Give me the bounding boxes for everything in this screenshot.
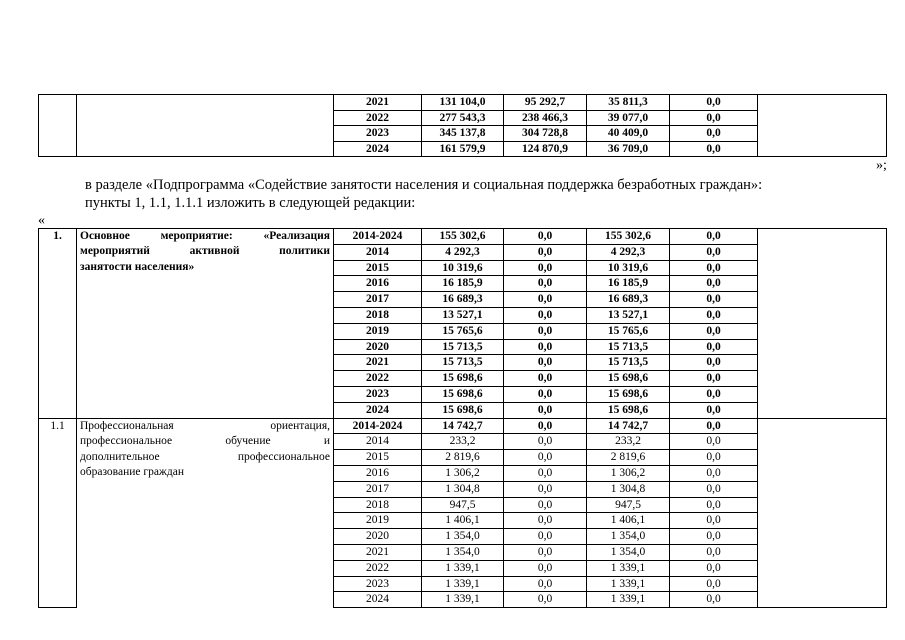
continued-funding-table	[38, 94, 887, 157]
total-cell: 14 742,7	[422, 418, 504, 434]
amount-cell: 0,0	[670, 434, 758, 450]
amount-cell: 10 319,6	[587, 260, 670, 276]
amount-cell: 35 811,3	[587, 95, 670, 111]
amount-cell: 15 698,6	[587, 402, 670, 418]
amount-cell: 0,0	[670, 576, 758, 592]
total-cell: 16 185,9	[422, 276, 504, 292]
amount-cell: 15 713,5	[587, 339, 670, 355]
amount-cell: 1 354,0	[587, 544, 670, 560]
amount-cell: 0,0	[670, 110, 758, 126]
total-cell: 1 304,8	[422, 481, 504, 497]
year-cell: 2020	[334, 529, 422, 545]
amount-cell: 95 292,7	[504, 95, 587, 111]
amount-cell: 36 709,0	[587, 141, 670, 157]
table-row	[39, 418, 887, 434]
description-line: Основное мероприятие: «Реализация	[77, 229, 334, 245]
subprogram-funding-table	[38, 228, 887, 608]
year-cell: 2022	[334, 110, 422, 126]
total-cell: 1 406,1	[422, 513, 504, 529]
total-cell: 161 579,9	[422, 141, 504, 157]
amount-cell: 0,0	[504, 355, 587, 371]
amount-cell: 0,0	[670, 481, 758, 497]
total-cell: 4 292,3	[422, 244, 504, 260]
amount-cell: 1 406,1	[587, 513, 670, 529]
amount-cell: 0,0	[670, 450, 758, 466]
amount-cell: 0,0	[504, 371, 587, 387]
year-cell: 2023	[334, 386, 422, 402]
amount-cell: 14 742,7	[587, 418, 670, 434]
total-cell: 15 698,6	[422, 402, 504, 418]
amount-cell: 0,0	[504, 292, 587, 308]
amount-cell: 0,0	[670, 371, 758, 387]
amount-cell: 1 354,0	[587, 529, 670, 545]
amount-cell: 124 870,9	[504, 141, 587, 157]
year-cell: 2015	[334, 450, 422, 466]
table-row	[39, 95, 887, 111]
description-cell	[77, 95, 334, 157]
amount-cell: 0,0	[670, 339, 758, 355]
amount-cell: 0,0	[670, 544, 758, 560]
amount-cell: 1 339,1	[587, 592, 670, 608]
year-cell: 2024	[334, 141, 422, 157]
total-cell: 1 354,0	[422, 529, 504, 545]
amount-cell: 0,0	[504, 418, 587, 434]
amount-cell: 0,0	[670, 260, 758, 276]
amount-cell: 15 765,6	[587, 323, 670, 339]
year-cell: 2021	[334, 355, 422, 371]
total-cell: 1 339,1	[422, 576, 504, 592]
year-cell: 2020	[334, 339, 422, 355]
total-cell: 233,2	[422, 434, 504, 450]
total-cell: 277 543,3	[422, 110, 504, 126]
amount-cell: 0,0	[504, 386, 587, 402]
amount-cell: 0,0	[504, 323, 587, 339]
amount-cell: 304 728,8	[504, 126, 587, 142]
description-line: занятости населения»	[77, 260, 334, 418]
amount-cell: 0,0	[670, 386, 758, 402]
total-cell: 13 527,1	[422, 307, 504, 323]
total-cell: 131 104,0	[422, 95, 504, 111]
amount-cell: 0,0	[670, 141, 758, 157]
amount-cell: 0,0	[504, 229, 587, 245]
amount-cell: 0,0	[504, 481, 587, 497]
amount-cell: 0,0	[504, 450, 587, 466]
year-cell: 2023	[334, 126, 422, 142]
amount-cell: 0,0	[504, 497, 587, 513]
total-cell: 15 713,5	[422, 355, 504, 371]
amount-cell: 0,0	[670, 95, 758, 111]
year-cell: 2014-2024	[334, 229, 422, 245]
total-cell: 15 765,6	[422, 323, 504, 339]
year-cell: 2023	[334, 576, 422, 592]
description-line: мероприятий активной политики	[77, 244, 334, 260]
amount-cell: 0,0	[504, 592, 587, 608]
year-cell: 2021	[334, 95, 422, 111]
amount-cell: 0,0	[504, 529, 587, 545]
item-number-cell: 1.	[39, 229, 77, 419]
year-cell: 2021	[334, 544, 422, 560]
amount-cell: 40 409,0	[587, 126, 670, 142]
total-cell: 15 698,6	[422, 371, 504, 387]
amount-cell: 0,0	[670, 513, 758, 529]
note-cell	[758, 229, 887, 419]
table-row	[39, 229, 887, 245]
amount-cell: 0,0	[670, 307, 758, 323]
amount-cell: 0,0	[670, 126, 758, 142]
description-line: Профессиональная ориентация,	[77, 418, 334, 434]
amount-cell: 0,0	[670, 560, 758, 576]
amount-cell: 0,0	[670, 276, 758, 292]
amount-cell: 0,0	[670, 355, 758, 371]
amount-cell: 0,0	[670, 497, 758, 513]
amount-cell: 0,0	[670, 402, 758, 418]
amount-cell: 15 698,6	[587, 386, 670, 402]
amount-cell: 1 339,1	[587, 576, 670, 592]
description-line: дополнительное профессиональное	[77, 450, 334, 466]
amount-cell: 155 302,6	[587, 229, 670, 245]
total-cell: 947,5	[422, 497, 504, 513]
total-cell: 10 319,6	[422, 260, 504, 276]
year-cell: 2014	[334, 434, 422, 450]
year-cell: 2019	[334, 513, 422, 529]
amount-cell: 0,0	[504, 339, 587, 355]
amount-cell: 16 185,9	[587, 276, 670, 292]
total-cell: 1 306,2	[422, 465, 504, 481]
items-instruction: пункты 1, 1.1, 1.1.1 изложить в следующей редакции:	[85, 195, 416, 211]
amount-cell: 16 689,3	[587, 292, 670, 308]
year-cell: 2016	[334, 465, 422, 481]
note-cell	[758, 95, 887, 157]
year-cell: 2018	[334, 307, 422, 323]
amount-cell: 39 077,0	[587, 110, 670, 126]
year-cell: 2014-2024	[334, 418, 422, 434]
item-number-cell: 1.1	[39, 418, 77, 608]
amount-cell: 233,2	[587, 434, 670, 450]
amount-cell: 1 304,8	[587, 481, 670, 497]
total-cell: 1 339,1	[422, 560, 504, 576]
year-cell: 2017	[334, 292, 422, 308]
amount-cell: 13 527,1	[587, 307, 670, 323]
amount-cell: 947,5	[587, 497, 670, 513]
total-cell: 345 137,8	[422, 126, 504, 142]
year-cell: 2017	[334, 481, 422, 497]
amount-cell: 0,0	[504, 260, 587, 276]
amount-cell: 0,0	[504, 560, 587, 576]
total-cell: 2 819,6	[422, 450, 504, 466]
closing-quote: »;	[876, 158, 887, 173]
amount-cell: 0,0	[504, 513, 587, 529]
amount-cell: 238 466,3	[504, 110, 587, 126]
year-cell: 2022	[334, 371, 422, 387]
year-cell: 2018	[334, 497, 422, 513]
year-cell: 2024	[334, 402, 422, 418]
amount-cell: 0,0	[670, 418, 758, 434]
amount-cell: 4 292,3	[587, 244, 670, 260]
opening-quote: «	[38, 213, 45, 228]
number-cell	[39, 95, 77, 157]
year-cell: 2016	[334, 276, 422, 292]
total-cell: 1 339,1	[422, 592, 504, 608]
note-cell	[758, 418, 887, 608]
year-cell: 2024	[334, 592, 422, 608]
total-cell: 155 302,6	[422, 229, 504, 245]
amount-cell: 15 698,6	[587, 371, 670, 387]
amount-cell: 0,0	[504, 465, 587, 481]
amount-cell: 0,0	[504, 544, 587, 560]
total-cell: 1 354,0	[422, 544, 504, 560]
amount-cell: 0,0	[670, 465, 758, 481]
amount-cell: 0,0	[670, 592, 758, 608]
amount-cell: 0,0	[670, 229, 758, 245]
amount-cell: 1 306,2	[587, 465, 670, 481]
amount-cell: 0,0	[670, 323, 758, 339]
amount-cell: 0,0	[504, 307, 587, 323]
amount-cell: 15 713,5	[587, 355, 670, 371]
amount-cell: 0,0	[504, 276, 587, 292]
description-line: образование граждан	[77, 465, 334, 607]
amount-cell: 2 819,6	[587, 450, 670, 466]
amount-cell: 0,0	[670, 292, 758, 308]
year-cell: 2022	[334, 560, 422, 576]
description-line: профессиональное обучение и	[77, 434, 334, 450]
year-cell: 2019	[334, 323, 422, 339]
amount-cell: 0,0	[504, 402, 587, 418]
amount-cell: 0,0	[670, 244, 758, 260]
total-cell: 15 713,5	[422, 339, 504, 355]
amount-cell: 0,0	[670, 529, 758, 545]
amount-cell: 0,0	[504, 244, 587, 260]
year-cell: 2014	[334, 244, 422, 260]
year-cell: 2015	[334, 260, 422, 276]
amount-cell: 1 339,1	[587, 560, 670, 576]
total-cell: 15 698,6	[422, 386, 504, 402]
amount-cell: 0,0	[504, 434, 587, 450]
amount-cell: 0,0	[504, 576, 587, 592]
total-cell: 16 689,3	[422, 292, 504, 308]
section-instruction: в разделе «Подпрограмма «Содействие занятости населения и социальная поддержка безработных граждан»:	[85, 177, 763, 193]
